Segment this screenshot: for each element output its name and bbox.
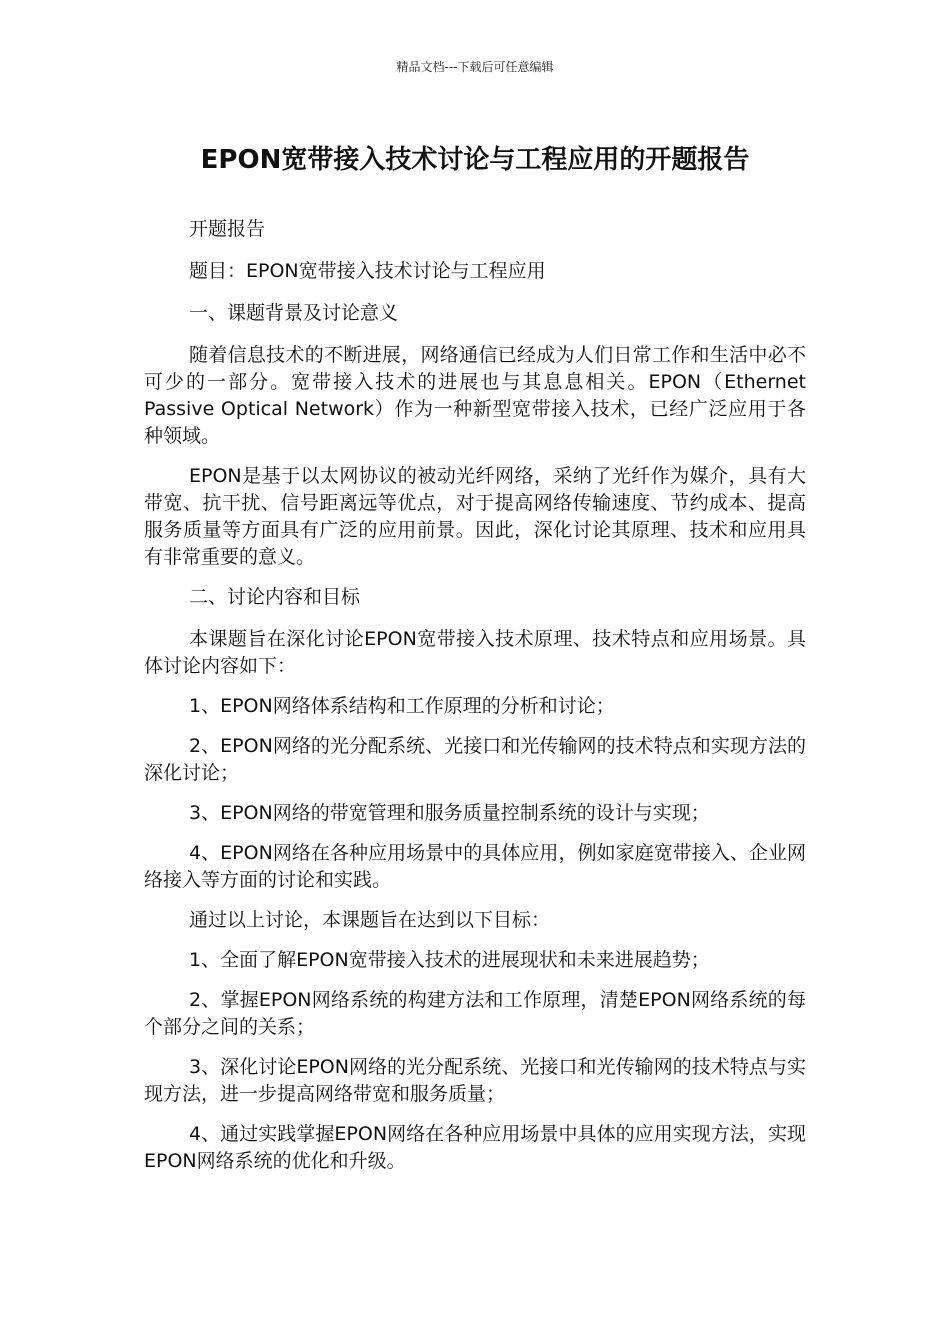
list-item: 3、深化讨论EPON网络的光分配系统、光接口和光传输网的技术特点与实现方法，进一步提高网络带宽和服务质量； [144, 1056, 806, 1105]
list-item: 1、全面了解EPON宽带接入技术的进展现状和未来进展趋势； [189, 949, 710, 971]
document-title: EPON宽带接入技术讨论与工程应用的开题报告 [200, 145, 750, 175]
paragraph: 随着信息技术的不断进展，网络通信已经成为人们日常工作和生活中必不可少的一部分。宽带接入技术的进展也与其息息相关。EPON（Ethernet Passive Optical Network）作为一种新型宽带接入技术，已经广泛应用于各种领域。 [144, 344, 806, 447]
list-item: 4、通过实践掌握EPON网络在各种应用场景中具体的应用实现方法，实现EPON网络系统的优化和升级。 [144, 1123, 806, 1172]
section-heading-content-goals: 二、讨论内容和目标 [189, 586, 361, 608]
paragraph: 通过以上讨论，本课题旨在达到以下目标： [189, 909, 551, 931]
section-heading-background: 一、课题背景及讨论意义 [189, 302, 399, 324]
list-item: 2、掌握EPON网络系统的构建方法和工作原理，清楚EPON网络系统的每个部分之间的关系； [144, 989, 806, 1038]
paragraph: 本课题旨在深化讨论EPON宽带接入技术原理、技术特点和应用场景。具体讨论内容如下： [144, 628, 806, 677]
header-note: 精品文档---下载后可任意编辑 [396, 60, 554, 74]
document-body [144, 216, 806, 1188]
list-item: 3、EPON网络的带宽管理和服务质量控制系统的设计与实现； [189, 802, 710, 824]
list-item: 4、EPON网络在各种应用场景中的具体应用，例如家庭宽带接入、企业网络接入等方面的讨论和实践。 [144, 842, 806, 891]
list-item: 1、EPON网络体系结构和工作原理的分析和讨论； [189, 695, 615, 717]
paragraph-report-label: 开题报告 [189, 218, 266, 240]
paragraph: EPON是基于以太网协议的被动光纤网络，采纳了光纤作为媒介，具有大带宽、抗干扰、信号距离远等优点，对于提高网络传输速度、节约成本、提高服务质量等方面具有广泛的应用前景。因此，深化讨论其原理、技术和应用具有非常重要的意义。 [144, 465, 806, 568]
list-item: 2、EPON网络的光分配系统、光接口和光传输网的技术特点和实现方法的深化讨论； [144, 735, 806, 784]
paragraph-topic: 题目：EPON宽带接入技术讨论与工程应用 [189, 260, 546, 282]
